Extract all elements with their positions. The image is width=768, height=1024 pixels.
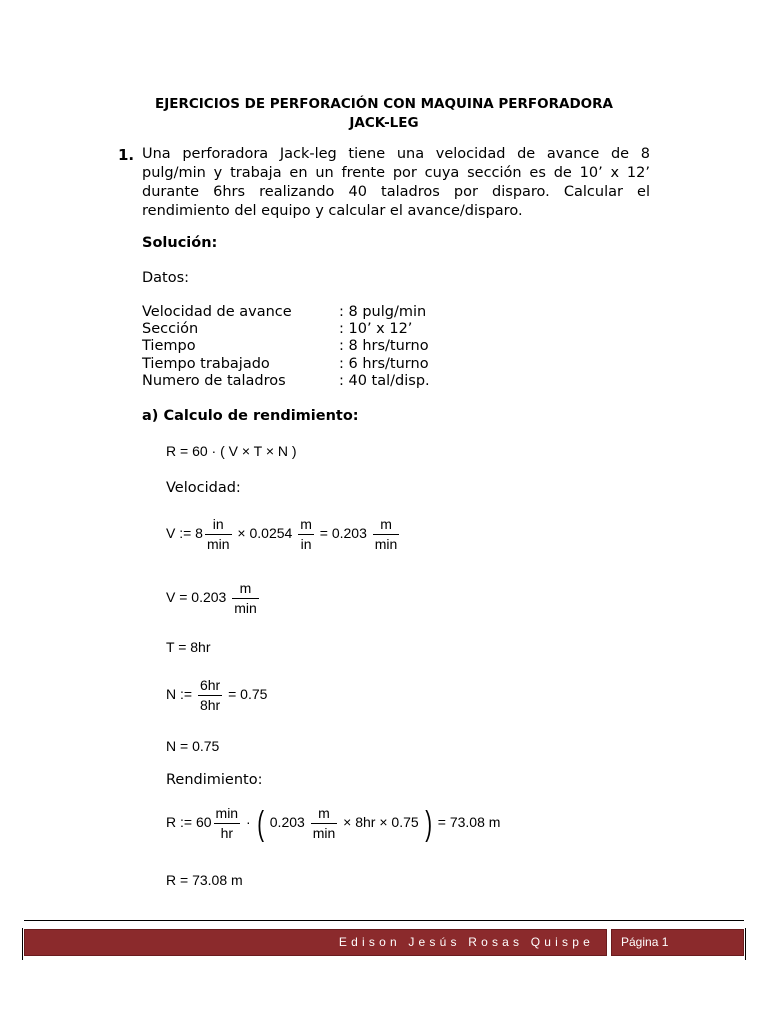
close-paren: ) [424, 804, 432, 843]
footer-rule [24, 920, 744, 921]
eq-lhs: V := 8 [166, 525, 203, 542]
data-value: : 8 pulg/min [339, 304, 427, 320]
eq-lhs: V = 0.203 [166, 589, 227, 606]
eq-result: = 73.08 m [437, 814, 501, 831]
fraction [298, 515, 314, 554]
denominator: in [300, 536, 312, 552]
numerator: min [214, 804, 241, 824]
eq-lhs: N := [166, 686, 193, 703]
eq-result: = 0.203 [319, 525, 367, 542]
fraction [205, 515, 232, 554]
data-label: Tiempo trabajado [142, 356, 270, 372]
velocidad-label: Velocidad: [166, 480, 241, 496]
eq-result: = 0.75 [228, 686, 268, 703]
equation-v-result [166, 579, 261, 618]
data-value: : 10’ x 12’ [339, 321, 413, 337]
denominator: 8hr [199, 697, 221, 713]
data-row [142, 373, 430, 389]
fraction [214, 804, 241, 843]
solution-heading: Solución: [142, 235, 218, 251]
numerator: 6hr [198, 676, 222, 696]
equation-t: T = 8hr [166, 639, 211, 655]
data-heading: Datos: [142, 270, 190, 286]
numerator: m [232, 579, 259, 599]
equation-r-definition [166, 804, 500, 843]
data-row [142, 304, 427, 320]
exercise-statement: Una perforadora Jack-leg tiene una velocidad de avance de 8 pulg/min y trabaja en un frente por cuya sección es de 10’ x 12’ durante 6hrs realizando 40 taladros por disparo. Calcular el rendimiento del equipo y calcular el avance/disparo. [142, 146, 650, 219]
equation-r-result: R = 73.08 m [166, 872, 243, 888]
equation-n-result: N = 0.75 [166, 738, 220, 754]
eq-operator: · [245, 814, 251, 831]
document-title-line2: JACK-LEG [349, 115, 419, 131]
footer-page-number: Página 1 [611, 929, 744, 956]
eq-term: 0.203 [269, 814, 305, 831]
fraction [373, 515, 400, 554]
data-label: Sección [142, 321, 199, 337]
numerator: m [298, 515, 314, 535]
document-title-line1: EJERCICIOS DE PERFORACIÓN CON MAQUINA PERFORADORA [155, 96, 613, 112]
fraction [311, 804, 338, 843]
exercise-number: 1. [118, 146, 135, 164]
numerator: in [205, 515, 232, 535]
eq-term: × 8hr × 0.75 [343, 814, 419, 831]
data-value: : 8 hrs/turno [339, 338, 429, 354]
open-paren: ( [256, 804, 264, 843]
data-value: : 6 hrs/turno [339, 356, 429, 372]
fraction [198, 676, 222, 715]
data-label: Tiempo [142, 338, 196, 354]
section-a-heading: a) Calculo de rendimiento: [142, 408, 359, 424]
footer-author: Edison Jesús Rosas Quispe [338, 935, 594, 949]
data-label: Numero de taladros [142, 373, 286, 389]
equation-v-definition [166, 515, 401, 554]
equation-n-definition [166, 676, 267, 715]
data-row [142, 338, 429, 354]
footer-author-bar [24, 929, 607, 956]
numerator: m [373, 515, 400, 535]
denominator: min [312, 825, 336, 841]
eq-lhs: R := 60 [166, 814, 212, 831]
denominator: min [374, 536, 398, 552]
formula-rendimiento: R = 60 · ( V × T × N ) [166, 443, 297, 459]
data-label: Velocidad de avance [142, 304, 292, 320]
data-value: : 40 tal/disp. [339, 373, 430, 389]
footer-border-right [745, 928, 746, 960]
denominator: min [234, 600, 257, 616]
eq-term: × 0.0254 [237, 525, 293, 542]
fraction [232, 579, 259, 618]
footer-border-left [22, 928, 23, 960]
denominator: min [206, 536, 230, 552]
numerator: m [311, 804, 338, 824]
data-row [142, 356, 429, 372]
data-row [142, 321, 413, 337]
denominator: hr [220, 825, 234, 841]
rendimiento-label: Rendimiento: [166, 772, 263, 788]
